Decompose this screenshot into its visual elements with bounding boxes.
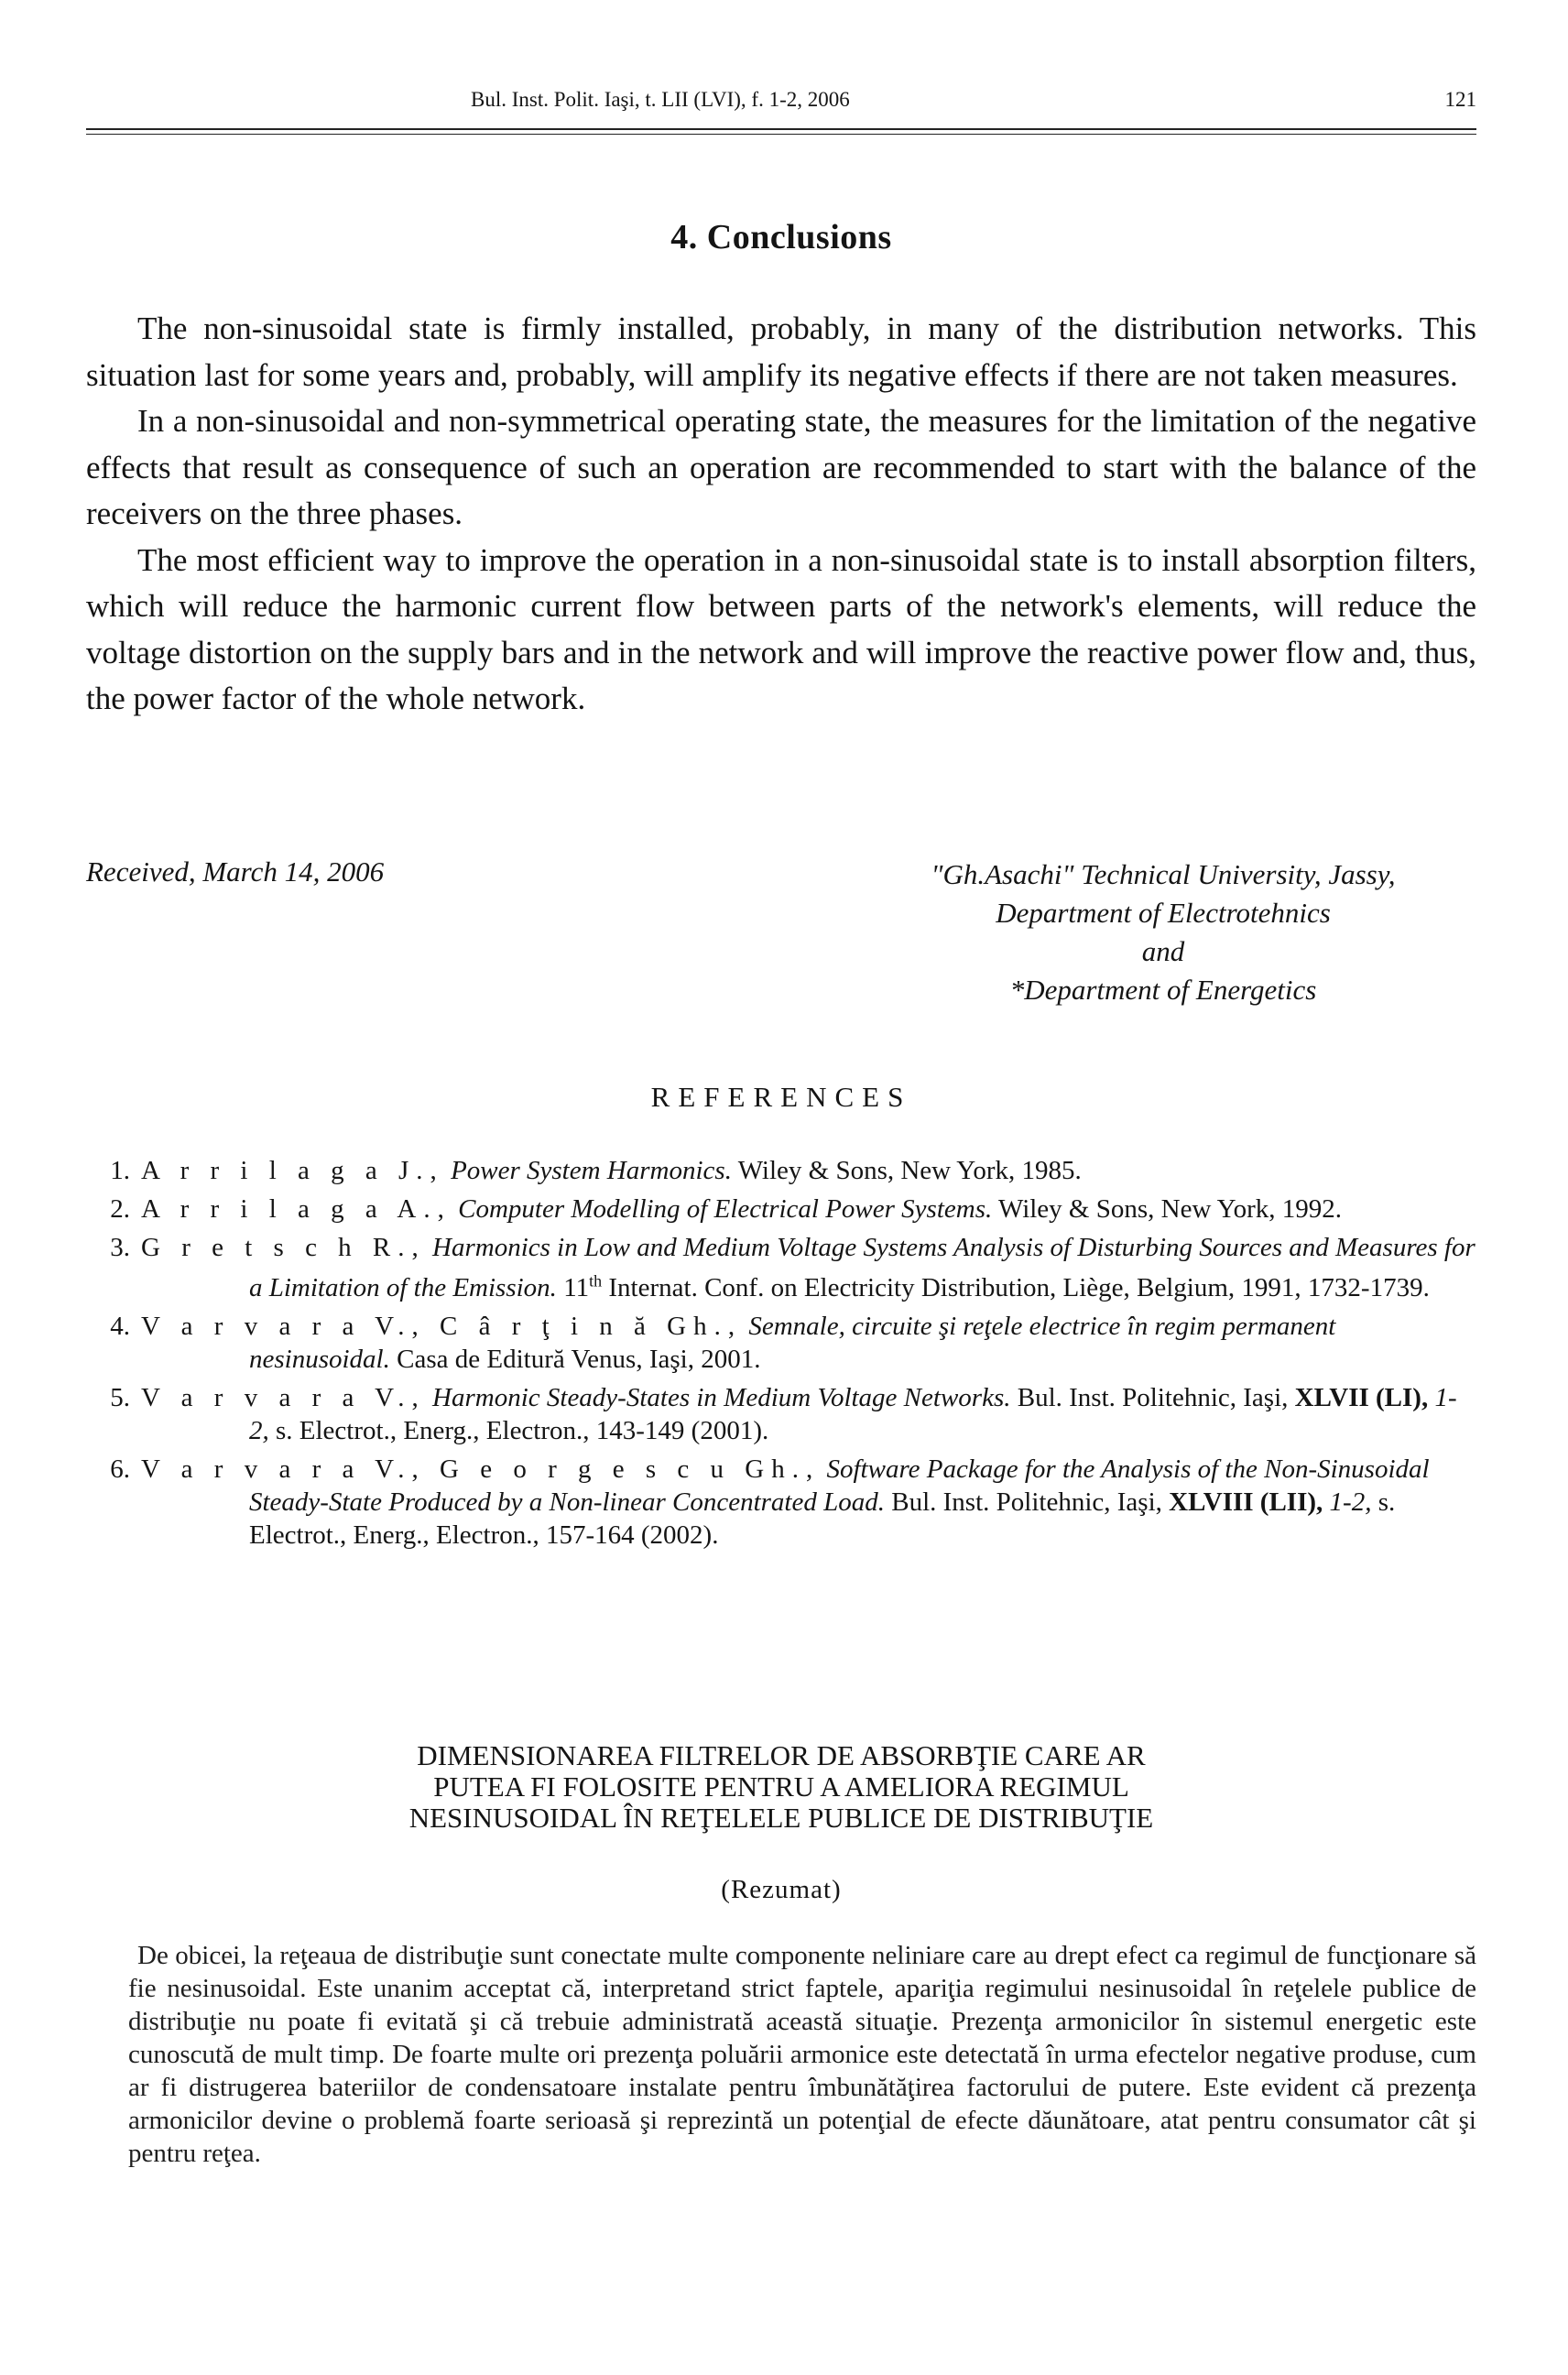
reference-publisher: Wiley & Sons, New York, 1985.: [737, 1156, 1082, 1185]
title-line: NESINUSOIDAL ÎN REŢELELE PUBLICE DE DISTRIBUŢIE: [408, 1802, 1154, 1834]
received-date: Received, March 14, 2006: [86, 855, 385, 888]
author-affiliation: [843, 855, 1484, 1009]
reference-number: 1.: [110, 1156, 130, 1185]
reference-pages: s. Electrot., Energ., Electron., 157-164 (2002).: [249, 1487, 1396, 1550]
reference-publisher: Wiley & Sons, New York, 1992.: [997, 1194, 1343, 1224]
reference-authors: A r r i l a g a A.,: [141, 1194, 452, 1224]
title-line: DIMENSIONAREA FILTRELOR DE ABSORBŢIE CARE AR: [417, 1739, 1146, 1771]
romanian-summary-title: [86, 1740, 1476, 1834]
reference-item: [86, 1310, 1476, 1376]
reference-authors: V a r v a r a V., G e o r g e s c u Gh.,: [141, 1454, 821, 1484]
rezumat-body: [128, 1939, 1476, 2170]
reference-number: 2.: [110, 1194, 130, 1224]
reference-conference-ordinal: 11: [563, 1272, 590, 1302]
reference-title: Software Package for the Analysis of the Non-Sinusoidal Steady-State Produced by a Non-linear Concentrated Load.: [249, 1454, 1430, 1517]
reference-volume: XLVIII (LII),: [1169, 1487, 1323, 1517]
reference-journal: Bul. Inst. Politehnic, Iaşi,: [1017, 1382, 1289, 1412]
reference-number: 3.: [110, 1233, 130, 1262]
references-heading: REFERENCES: [650, 1081, 912, 1113]
reference-number: 4.: [110, 1311, 130, 1341]
reference-publisher: Casa de Editură Venus, Iaşi, 2001.: [397, 1344, 761, 1374]
running-header: [86, 88, 1476, 119]
reference-list: [86, 1154, 1476, 1557]
affiliation-line: and: [1141, 935, 1185, 967]
reference-title: Harmonic Steady-States in Medium Voltage Networks.: [432, 1382, 1011, 1412]
reference-pages: s. Electrot., Energ., Electron., 143-149 (2001).: [276, 1415, 769, 1445]
reference-issue: 1-2,: [249, 1382, 1457, 1445]
header-rule-thin: [86, 134, 1476, 135]
reference-authors: G r e t s c h R.,: [141, 1233, 426, 1262]
reference-authors: V a r v a r a V.,: [141, 1382, 426, 1412]
reference-item: [86, 1154, 1476, 1187]
affiliation-line: *Department of Energetics: [1009, 974, 1317, 1006]
reference-ordinal-suffix: th: [589, 1271, 603, 1290]
reference-number: 6.: [110, 1454, 130, 1484]
reference-journal: Bul. Inst. Politehnic, Iaşi,: [891, 1487, 1162, 1517]
header-rule-thick: [86, 128, 1476, 130]
paragraph: The most efficient way to improve the operation in a non-sinusoidal state is to install absorption filters, which will reduce the harmonic current flow between parts of the network's elements, will reduce the voltage distortion on the supply bars and in the network and will improve the reactive power flow and, thus, the power factor of the whole network.: [86, 541, 1476, 716]
reference-title: Semnale, circuite şi reţele electrice în regim permanent nesinusoidal.: [249, 1311, 1336, 1374]
reference-title: Power System Harmonics.: [451, 1156, 732, 1185]
affiliation-line: Department of Electrotehnics: [996, 897, 1331, 929]
reference-volume: XLVII (LI),: [1294, 1382, 1429, 1412]
rezumat-paragraph: De obicei, la reţeaua de distribuţie sunt conectate multe componente neliniare care au drept efect ca regimul de funcţionare să fie nesinusoidal. Este unanim acceptat că, interpretand strict faptele, apariţia regimului nesinusoidal în reţelele publice de distribuţie nu poate fi evitată şi că trebuie administrată această situaţie. Prezenţa armonicilor în sistemul energetic este cunoscută de mult timp. De foarte multe ori prezenţa poluării armonice este detectată în urma efectelor negative produse, cum ar fi distrugerea bateriilor de condensatoare instalate pentru îmbunătăţirea factorului de putere. Este evident că prezenţa armonicilor devine o problemă foarte serioasă şi reprezintă un potenţial de efecte dăunătoare, atat pentru consumator cât şi pentru reţea.: [128, 1941, 1476, 2168]
reference-item: [86, 1453, 1476, 1552]
reference-number: 5.: [110, 1382, 130, 1412]
reference-item: [86, 1231, 1476, 1304]
affiliation-line: "Gh.Asachi" Technical University, Jassy,: [931, 858, 1396, 890]
reference-issue: 1-2,: [1329, 1487, 1372, 1517]
reference-item: [86, 1381, 1476, 1447]
journal-citation: Bul. Inst. Polit. Iaşi, t. LII (LVI), f. 1-2, 2006: [471, 88, 850, 111]
page-number: 121: [1444, 88, 1476, 111]
reference-authors: V a r v a r a V., C â r ţ i n ă Gh.,: [141, 1311, 743, 1341]
paragraph: The non-sinusoidal state is firmly installed, probably, in many of the distribution networks. This situation last for some years and, probably, will amplify its negative effects if there are not taken measures.: [86, 310, 1476, 393]
reference-authors: A r r i l a g a J.,: [141, 1156, 444, 1185]
rezumat-label: (Rezumat): [721, 1875, 842, 1904]
section-heading: 4. Conclusions: [670, 218, 892, 256]
title-line: PUTEA FI FOLOSITE PENTRU A AMELIORA REGIMUL: [433, 1770, 1129, 1803]
reference-title: Harmonics in Low and Medium Voltage Systems Analysis of Disturbing Sources and Measures for a Limitation of the Emission.: [249, 1233, 1475, 1302]
reference-item: [86, 1193, 1476, 1226]
reference-publisher: Internat. Conf. on Electricity Distribution, Liège, Belgium, 1991, 1732-1739.: [608, 1272, 1430, 1302]
reference-title: Computer Modelling of Electrical Power Systems.: [458, 1194, 993, 1224]
conclusions-body: [86, 306, 1476, 723]
paragraph: In a non-sinusoidal and non-symmetrical operating state, the measures for the limitation of the negative effects that result as consequence of such an operation are recommended to start with the balance of the receivers on the three phases.: [86, 403, 1476, 531]
